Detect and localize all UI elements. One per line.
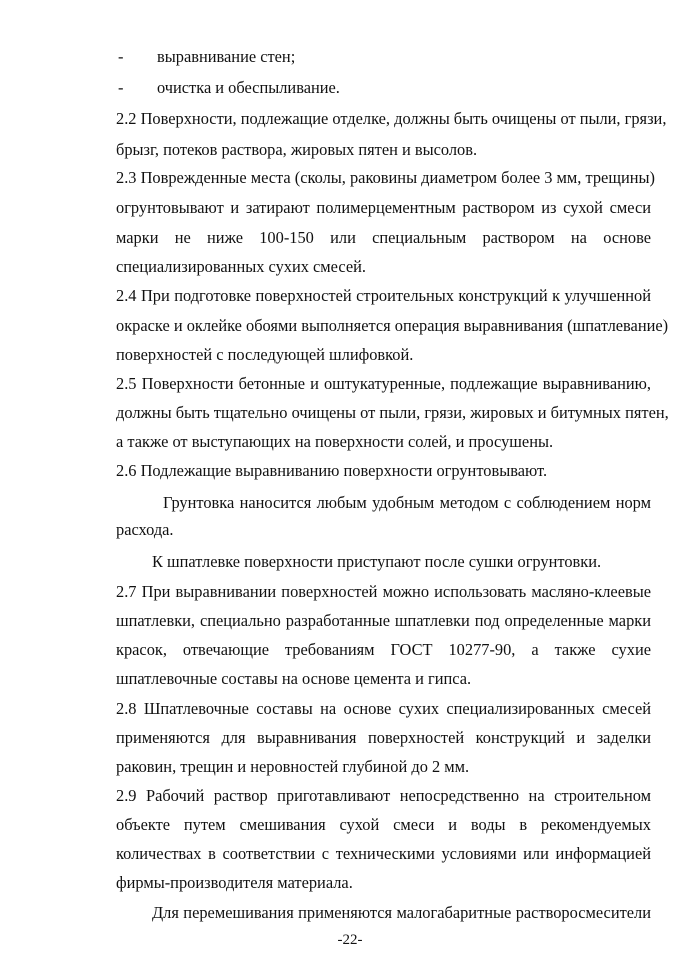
page-number: -22- bbox=[337, 932, 363, 948]
text-line: шпатлевочные составы на основе цемента и гипса. bbox=[116, 669, 472, 688]
text-line: 2.5 Поверхности бетонные и оштукатуренные, подлежащие выравниванию, bbox=[116, 374, 651, 393]
text-line: расхода. bbox=[116, 520, 174, 539]
text-line: раковин, трещин и неровностей глубиной до 2 мм. bbox=[116, 757, 470, 776]
text-line: 2.8 Шпатлевочные составы на основе сухих специализированных смесей bbox=[116, 699, 651, 718]
text-line: количествах в соответствии с техническими условиями или информацией bbox=[116, 844, 651, 863]
text-line: Для перемешивания применяются малогабаритные растворосмесители bbox=[152, 903, 651, 922]
text-line: 2.6 Подлежащие выравниванию поверхности огрунтовывают. bbox=[116, 461, 548, 480]
bullet-dash: - bbox=[118, 47, 124, 66]
text-line: применяются для выравнивания поверхностей конструкций и заделки bbox=[116, 728, 651, 747]
text-line: должны быть тщательно очищены от пыли, грязи, жировых и битумных пятен, bbox=[116, 403, 669, 422]
text-line: фирмы-производителя материала. bbox=[116, 873, 353, 892]
text-line: К шпатлевке поверхности приступают после сушки огрунтовки. bbox=[152, 552, 602, 571]
text-line: окраске и оклейке обоями выполняется операция выравнивания (шпатлевание) bbox=[116, 316, 669, 335]
text-line: 2.7 При выравнивании поверхностей можно использовать масляно-клеевые bbox=[116, 582, 651, 601]
text-line: 2.3 Поврежденные места (сколы, раковины диаметром более 3 мм, трещины) bbox=[116, 168, 655, 187]
text-line: поверхностей с последующей шлифовкой. bbox=[116, 345, 414, 364]
text-line: огрунтовывают и затирают полимерцементным раствором из сухой смеси bbox=[116, 198, 651, 217]
text-line: марки не ниже 100-150 или специальным раствором на основе bbox=[116, 228, 651, 247]
bullet-item: выравнивание стен; bbox=[157, 47, 296, 66]
text-line: а также от выступающих на поверхности солей, и просушены. bbox=[116, 432, 554, 451]
text-line: объекте путем смешивания сухой смеси и воды в рекомендуемых bbox=[116, 815, 651, 834]
bullet-item: очистка и обеспыливание. bbox=[157, 78, 340, 97]
text-line: брызг, потеков раствора, жировых пятен и высолов. bbox=[116, 140, 478, 159]
text-line: шпатлевки, специально разработанные шпатлевки под определенные марки bbox=[116, 611, 651, 630]
bullet-dash: - bbox=[118, 78, 124, 97]
text-line: 2.4 При подготовке поверхностей строительных конструкций к улучшенной bbox=[116, 286, 651, 305]
text-line: специализированных сухих смесей. bbox=[116, 257, 366, 276]
text-line: 2.9 Рабочий раствор приготавливают непосредственно на строительном bbox=[116, 786, 651, 805]
text-line: красок, отвечающие требованиям ГОСТ 10277-90, а также сухие bbox=[116, 640, 651, 659]
text-line: Грунтовка наносится любым удобным методом с соблюдением норм bbox=[163, 493, 651, 512]
text-line: 2.2 Поверхности, подлежащие отделке, должны быть очищены от пыли, грязи, bbox=[116, 109, 667, 128]
